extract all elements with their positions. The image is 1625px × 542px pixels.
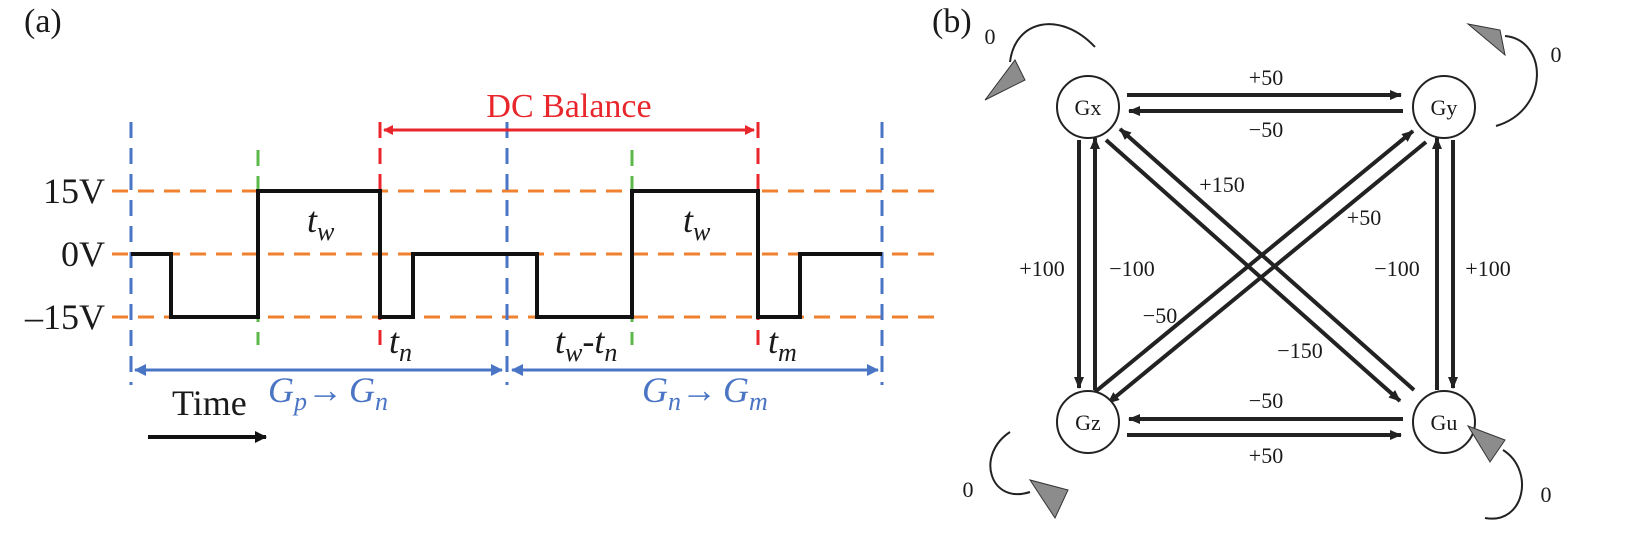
node-gu-label: Gu: [1430, 410, 1458, 435]
tm-label: $t_m$: [768, 321, 797, 367]
node-gy: [1413, 76, 1475, 138]
edge-label-gy-gx: −50: [1248, 117, 1284, 142]
node-gz: [1057, 391, 1119, 453]
level-label-0v: 0V: [61, 234, 105, 274]
node-gx-label: Gx: [1074, 95, 1102, 120]
edge-label-gy-gu: +100: [1465, 256, 1511, 281]
panel-b-label: (b): [932, 3, 972, 40]
self-loop-gu-label: 0: [1540, 482, 1552, 507]
edge-label-gz-gx: −100: [1109, 256, 1155, 281]
self-loop-gy: [1468, 24, 1562, 126]
tw-label-2: $t_w$: [683, 200, 711, 246]
tn-label: $t_n$: [389, 321, 413, 367]
tw-label-1: $t_w$: [307, 200, 335, 246]
dc-balance-label: DC Balance: [486, 88, 652, 125]
self-loop-gx-label: 0: [984, 24, 996, 49]
panel-a-label: (a): [24, 3, 62, 40]
edge-label-gu-gy: −100: [1374, 256, 1420, 281]
node-gu: [1413, 391, 1475, 453]
self-loop-gz: [963, 432, 1069, 518]
time-label: Time: [172, 383, 247, 423]
edge-label-gz-gy: +50: [1346, 205, 1382, 230]
level-label-15v: 15V: [43, 171, 105, 211]
level-label-neg15v: –15V: [25, 297, 105, 337]
node-gx: [1057, 76, 1119, 138]
self-loop-gz-label: 0: [962, 477, 974, 502]
edge-label-gx-gu: −150: [1277, 338, 1323, 363]
panel-b: [932, 3, 1562, 519]
self-loop-gu: [1468, 426, 1552, 519]
node-gy-label: Gy: [1430, 95, 1458, 120]
self-loop-gy-label: 0: [1550, 42, 1562, 67]
edge-label-gx-gy: +50: [1248, 65, 1284, 90]
edge-label-gu-gx: +150: [1199, 172, 1245, 197]
edge-label-gy-gz: −50: [1142, 303, 1178, 328]
edge-label-gx-gz: +100: [1019, 256, 1065, 281]
transition-label-gp-gn: $G_p\to G_n$: [268, 370, 388, 416]
panel-a: [24, 3, 935, 437]
node-gz-label: Gz: [1075, 410, 1101, 435]
tw-minus-tn-label: $t_w-t_n$: [555, 321, 618, 367]
transition-label-gn-gm: $G_n\to G_m$: [642, 370, 768, 416]
edge-label-gu-gz: −50: [1248, 388, 1284, 413]
edge-label-gz-gu: +50: [1248, 443, 1284, 468]
